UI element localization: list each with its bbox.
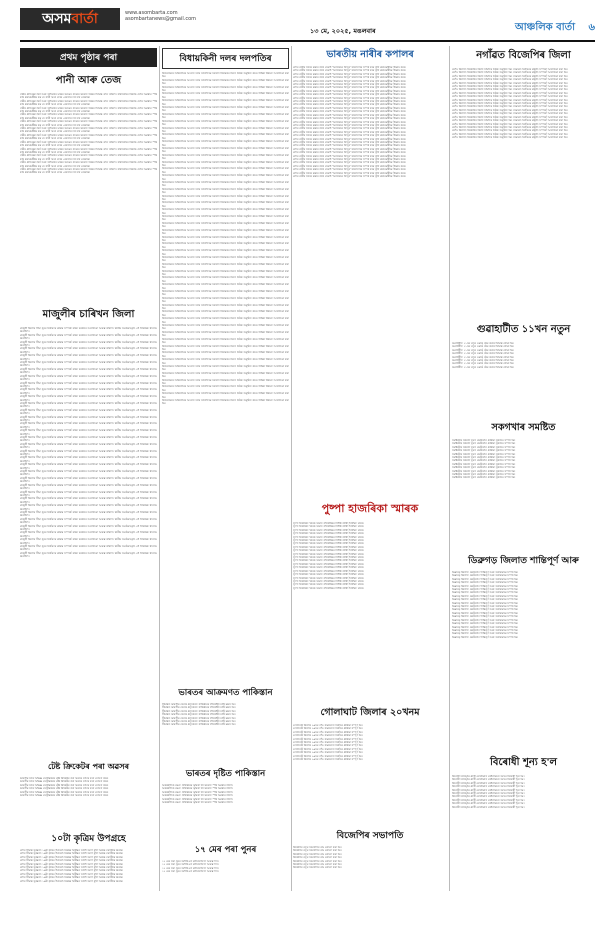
column-4: [452, 48, 595, 875]
headline-nagaon-bjp[interactable]: নগাঁৱত বিজেপিৰ জিলা: [476, 50, 571, 61]
continued-banner: প্ৰথম পৃষ্ঠাৰ পৰা: [20, 48, 157, 67]
headline-indian-women[interactable]: ভাৰতীয় নাৰীৰ কপালৰ: [326, 49, 414, 60]
article-body: ডিব্ৰুগড় জিলাত ভোটগ্ৰহণ শান্তিপূৰ্ণ আৰু অবাধভাৱে সম্পন্ন হয়। ডিব্ৰুগড় জিলাত ভোটগ্ৰহণ শান্তিপূৰ্ণ আৰু অবাধভাৱে সম্পন্ন হয়। ডিব্ৰুগড় জিলাত ভোটগ্ৰহণ শান্তিপূৰ্ণ আৰু অবাধভাৱে সম্পন্ন হয়। ডিব্ৰুগড় জিলাত ভোটগ্ৰহণ শান্তিপূৰ্ণ আৰু অবাধভাৱে সম্পন্ন হয়। ডিব্ৰুগড় জিলাত ভোটগ্ৰহণ শান্তিপূৰ্ণ আৰু অবাধভাৱে সম্পন্ন হয়। ডিব্ৰুগড় জিলাত ভোটগ্ৰহণ শান্তিপূৰ্ণ আৰু অবাধভাৱে সম্পন্ন হয়। ডিব্ৰুগড় জিলাত ভোটগ্ৰহণ শান্তিপূৰ্ণ আৰু অবাধভাৱে সম্পন্ন হয়। ডিব্ৰুগড় জিলাত ভোটগ্ৰহণ শান্তিপূৰ্ণ আৰু অবাধভাৱে সম্পন্ন হয়। ডিব্ৰুগড় জিলাত ভোটগ্ৰহণ শান্তিপূৰ্ণ আৰু অবাধভাৱে সম্পন্ন হয়। ডিব্ৰুগড় জিলাত ভোটগ্ৰহণ শান্তিপূৰ্ণ আৰু অবাধভাৱে সম্পন্ন হয়। ডিব্ৰুগড় জিলাত ভোটগ্ৰহণ শান্তিপূৰ্ণ আৰু অবাধভাৱে সম্পন্ন হয়। ডিব্ৰুগড় জিলাত ভোটগ্ৰহণ শান্তিপূৰ্ণ আৰু অবাধভাৱে সম্পন্ন হয়। ডিব্ৰুগড় জিলাত ভোটগ্ৰহণ শান্তিপূৰ্ণ আৰু অবাধভাৱে সম্পন্ন হয়। ডিব্ৰুগড় জিলাত ভোটগ্ৰহণ শান্তিপূৰ্ণ আৰু অবাধভাৱে সম্পন্ন হয়। ডিব্ৰুগড় জিলাত ভোটগ্ৰহণ শান্তিপূৰ্ণ আৰু অবাধভাৱে সম্পন্ন হয়। ডিব্ৰুগড় জিলাত ভোটগ্ৰহণ শান্তিপূৰ্ণ আৰু অবাধভাৱে সম্পন্ন হয়। ডিব্ৰুগড় জিলাত ভোটগ্ৰহণ শান্তিপূৰ্ণ আৰু অবাধভাৱে সম্পন্ন হয়। ডিব্ৰুগড় জিলাত ভোটগ্ৰহণ শান্তিপূৰ্ণ আৰু অবাধভাৱে সম্পন্ন হয়। ডিব্ৰুগড় জিলাত ভোটগ্ৰহণ শান্তিপূৰ্ণ আৰু অবাধভাৱে সম্পন্ন হয়। ডিব্ৰুগড় জিলাত ভোটগ্ৰহণ শান্তিপূৰ্ণ আৰু অবাধভাৱে সম্পন্ন হয়।: [452, 571, 519, 639]
article-body: [20, 93, 157, 303]
headline-satellites[interactable]: ১০টা কৃত্ৰিম উপগ্ৰহে: [51, 834, 126, 844]
article-body: আন্তৰ্জাতিক মঞ্চত পাকিস্তানৰ ভূমিকা লৈ ভাৰতে স্পষ্ট অৱস্থান লৈছে। আন্তৰ্জাতিক মঞ্চত পাকিস্তানৰ ভূমিকা লৈ ভাৰতে স্পষ্ট অৱস্থান লৈছে। আন্তৰ্জাতিক মঞ্চত পাকিস্তানৰ ভূমিকা লৈ ভাৰতে স্পষ্ট অৱস্থান লৈছে। আন্তৰ্জাতিক মঞ্চত পাকিস্তানৰ ভূমিকা লৈ ভাৰতে স্পষ্ট অৱস্থান লৈছে। আন্তৰ্জাতিক মঞ্চত পাকিস্তানৰ ভূমিকা লৈ ভাৰতে স্পষ্ট অৱস্থান লৈছে। আন্তৰ্জাতিক মঞ্চত পাকিস্তানৰ ভূমিকা লৈ ভাৰতে স্পষ্ট অৱস্থান লৈছে।: [162, 784, 233, 805]
column-1: [20, 48, 157, 939]
article-body: মাজুলী জিলাৰ সীমা পুনৰ নিৰ্ধাৰণৰ প্ৰস্তাৱ সম্পৰ্কে ৰাজ্য চৰকাৰে আলোচনা আৰম্ভ কৰিছে। স্থানীয় সংগঠনসমূহে এই সিদ্ধান্তক স্বাগতম জনাইছে। মাজুলী জিলাৰ সীমা পুনৰ নিৰ্ধাৰণৰ প্ৰস্তাৱ সম্পৰ্কে ৰাজ্য চৰকাৰে আলোচনা আৰম্ভ কৰিছে। স্থানীয় সংগঠনসমূহে এই সিদ্ধান্তক স্বাগতম জনাইছে। মাজুলী জিলাৰ সীমা পুনৰ নিৰ্ধাৰণৰ প্ৰস্তাৱ সম্পৰ্কে ৰাজ্য চৰকাৰে আলোচনা আৰম্ভ কৰিছে। স্থানীয় সংগঠনসমূহে এই সিদ্ধান্তক স্বাগতম জনাইছে। মাজুলী জিলাৰ সীমা পুনৰ নিৰ্ধাৰণৰ প্ৰস্তাৱ সম্পৰ্কে ৰাজ্য চৰকাৰে আলোচনা আৰম্ভ কৰিছে। স্থানীয় সংগঠনসমূহে এই সিদ্ধান্তক স্বাগতম জনাইছে। মাজুলী জিলাৰ সীমা পুনৰ নিৰ্ধাৰণৰ প্ৰস্তাৱ সম্পৰ্কে ৰাজ্য চৰকাৰে আলোচনা আৰম্ভ কৰিছে। স্থানীয় সংগঠনসমূহে এই সিদ্ধান্তক স্বাগতম জনাইছে। মাজুলী জিলাৰ সীমা পুনৰ নিৰ্ধাৰণৰ প্ৰস্তাৱ সম্পৰ্কে ৰাজ্য চৰকাৰে আলোচনা আৰম্ভ কৰিছে। স্থানীয় সংগঠনসমূহে এই সিদ্ধান্তক স্বাগতম জনাইছে। মাজুলী জিলাৰ সীমা পুনৰ নিৰ্ধাৰণৰ প্ৰস্তাৱ সম্পৰ্কে ৰাজ্য চৰকাৰে আলোচনা আৰম্ভ কৰিছে। স্থানীয় সংগঠনসমূহে এই সিদ্ধান্তক স্বাগতম জনাইছে। মাজুলী জিলাৰ সীমা পুনৰ নিৰ্ধাৰণৰ প্ৰস্তাৱ সম্পৰ্কে ৰাজ্য চৰকাৰে আলোচনা আৰম্ভ কৰিছে। স্থানীয় সংগঠনসমূহে এই সিদ্ধান্তক স্বাগতম জনাইছে। মাজুলী জিলাৰ সীমা পুনৰ নিৰ্ধাৰণৰ প্ৰস্তাৱ সম্পৰ্কে ৰাজ্য চৰকাৰে আলোচনা আৰম্ভ কৰিছে। স্থানীয় সংগঠনসমূহে এই সিদ্ধান্তক স্বাগতম জনাইছে। মাজুলী জিলাৰ সীমা পুনৰ নিৰ্ধাৰণৰ প্ৰস্তাৱ সম্পৰ্কে ৰাজ্য চৰকাৰে আলোচনা আৰম্ভ কৰিছে। স্থানীয় সংগঠনসমূহে এই সিদ্ধান্তক স্বাগতম জনাইছে। মাজুলী জিলাৰ সীমা পুনৰ নিৰ্ধাৰণৰ প্ৰস্তাৱ সম্পৰ্কে ৰাজ্য চৰকাৰে আলোচনা আৰম্ভ কৰিছে। স্থানীয় সংগঠনসমূহে এই সিদ্ধান্তক স্বাগতম জনাইছে। মাজুলী জিলাৰ সীমা পুনৰ নিৰ্ধাৰণৰ প্ৰস্তাৱ সম্পৰ্কে ৰাজ্য চৰকাৰে আলোচনা আৰম্ভ কৰিছে। স্থানীয় সংগঠনসমূহে এই সিদ্ধান্তক স্বাগতম জনাইছে। মাজুলী জিলাৰ সীমা পুনৰ নিৰ্ধাৰণৰ প্ৰস্তাৱ সম্পৰ্কে ৰাজ্য চৰকাৰে আলোচনা আৰম্ভ কৰিছে। স্থানীয় সংগঠনসমূহে এই সিদ্ধান্তক স্বাগতম জনাইছে। মাজুলী জিলাৰ সীমা পুনৰ নিৰ্ধাৰণৰ প্ৰস্তাৱ সম্পৰ্কে ৰাজ্য চৰকাৰে আলোচনা আৰম্ভ কৰিছে। স্থানীয় সংগঠনসমূহে এই সিদ্ধান্তক স্বাগতম জনাইছে। মাজুলী জিলাৰ সীমা পুনৰ নিৰ্ধাৰণৰ প্ৰস্তাৱ সম্পৰ্কে ৰাজ্য চৰকাৰে আলোচনা আৰম্ভ কৰিছে। স্থানীয় সংগঠনসমূহে এই সিদ্ধান্তক স্বাগতম জনাইছে। মাজুলী জিলাৰ সীমা পুনৰ নিৰ্ধাৰণৰ প্ৰস্তাৱ সম্পৰ্কে ৰাজ্য চৰকাৰে আলোচনা আৰম্ভ কৰিছে। স্থানীয় সংগঠনসমূহে এই সিদ্ধান্তক স্বাগতম জনাইছে। মাজুলী জিলাৰ সীমা পুনৰ নিৰ্ধাৰণৰ প্ৰস্তাৱ সম্পৰ্কে ৰাজ্য চৰকাৰে আলোচনা আৰম্ভ কৰিছে। স্থানীয় সংগঠনসমূহে এই সিদ্ধান্তক স্বাগতম জনাইছে। মাজুলী জিলাৰ সীমা পুনৰ নিৰ্ধাৰণৰ প্ৰস্তাৱ সম্পৰ্কে ৰাজ্য চৰকাৰে আলোচনা আৰম্ভ কৰিছে। স্থানীয় সংগঠনসমূহে এই সিদ্ধান্তক স্বাগতম জনাইছে। মাজুলী জিলাৰ সীমা পুনৰ নিৰ্ধাৰণৰ প্ৰস্তাৱ সম্পৰ্কে ৰাজ্য চৰকাৰে আলোচনা আৰম্ভ কৰিছে। স্থানীয় সংগঠনসমূহে এই সিদ্ধান্তক স্বাগতম জনাইছে। মাজুলী জিলাৰ সীমা পুনৰ নিৰ্ধাৰণৰ প্ৰস্তাৱ সম্পৰ্কে ৰাজ্য চৰকাৰে আলোচনা আৰম্ভ কৰিছে। স্থানীয় সংগঠনসমূহে এই সিদ্ধান্তক স্বাগতম জনাইছে। মাজুলী জিলাৰ সীমা পুনৰ নিৰ্ধাৰণৰ প্ৰস্তাৱ সম্পৰ্কে ৰাজ্য চৰকাৰে আলোচনা আৰম্ভ কৰিছে। স্থানীয় সংগঠনসমূহে এই সিদ্ধান্তক স্বাগতম জনাইছে। মাজুলী জিলাৰ সীমা পুনৰ নিৰ্ধাৰণৰ প্ৰস্তাৱ সম্পৰ্কে ৰাজ্য চৰকাৰে আলোচনা আৰম্ভ কৰিছে। স্থানীয় সংগঠনসমূহে এই সিদ্ধান্তক স্বাগতম জনাইছে। মাজুলী জিলাৰ সীমা পুনৰ নিৰ্ধাৰণৰ প্ৰস্তাৱ সম্পৰ্কে ৰাজ্য চৰকাৰে আলোচনা আৰম্ভ কৰিছে। স্থানীয় সংগঠনসমূহে এই সিদ্ধান্তক স্বাগতম জনাইছে। মাজুলী জিলাৰ সীমা পুনৰ নিৰ্ধাৰণৰ প্ৰস্তাৱ সম্পৰ্কে ৰাজ্য চৰকাৰে আলোচনা আৰম্ভ কৰিছে। স্থানীয় সংগঠনসমূহে এই সিদ্ধান্তক স্বাগতম জনাইছে। মাজুলী জিলাৰ সীমা পুনৰ নিৰ্ধাৰণৰ প্ৰস্তাৱ সম্পৰ্কে ৰাজ্য চৰকাৰে আলোচনা আৰম্ভ কৰিছে। স্থানীয় সংগঠনসমূহে এই সিদ্ধান্তক স্বাগতম জনাইছে। মাজুলী জিলাৰ সীমা পুনৰ নিৰ্ধাৰণৰ প্ৰস্তাৱ সম্পৰ্কে ৰাজ্য চৰকাৰে আলোচনা আৰম্ভ কৰিছে। স্থানীয় সংগঠনসমূহে এই সিদ্ধান্তক স্বাগতম জনাইছে। মাজুলী জিলাৰ সীমা পুনৰ নিৰ্ধাৰণৰ প্ৰস্তাৱ সম্পৰ্কে ৰাজ্য চৰকাৰে আলোচনা আৰম্ভ কৰিছে। স্থানীয় সংগঠনসমূহে এই সিদ্ধান্তক স্বাগতম জনাইছে। মাজুলী জিলাৰ সীমা পুনৰ নিৰ্ধাৰণৰ প্ৰস্তাৱ সম্পৰ্কে ৰাজ্য চৰকাৰে আলোচনা আৰম্ভ কৰিছে। স্থানীয় সংগঠনসমূহে এই সিদ্ধান্তক স্বাগতম জনাইছে। মাজুলী জিলাৰ সীমা পুনৰ নিৰ্ধাৰণৰ প্ৰস্তাৱ সম্পৰ্কে ৰাজ্য চৰকাৰে আলোচনা আৰম্ভ কৰিছে। স্থানীয় সংগঠনসমূহে এই সিদ্ধান্তক স্বাগতম জনাইছে। মাজুলী জিলাৰ সীমা পুনৰ নিৰ্ধাৰণৰ প্ৰস্তাৱ সম্পৰ্কে ৰাজ্য চৰকাৰে আলোচনা আৰম্ভ কৰিছে। স্থানীয় সংগঠনসমূহে এই সিদ্ধান্তক স্বাগতম জনাইছে। মাজুলী জিলাৰ সীমা পুনৰ নিৰ্ধাৰণৰ প্ৰস্তাৱ সম্পৰ্কে ৰাজ্য চৰকাৰে আলোচনা আৰম্ভ কৰিছে। স্থানীয় সংগঠনসমূহে এই সিদ্ধান্তক স্বাগতম জনাইছে। মাজুলী জিলাৰ সীমা পুনৰ নিৰ্ধাৰণৰ প্ৰস্তাৱ সম্পৰ্কে ৰাজ্য চৰকাৰে আলোচনা আৰম্ভ কৰিছে। স্থানীয় সংগঠনসমূহে এই সিদ্ধান্তক স্বাগতম জনাইছে। মাজুলী জিলাৰ সীমা পুনৰ নিৰ্ধাৰণৰ প্ৰস্তাৱ সম্পৰ্কে ৰাজ্য চৰকাৰে আলোচনা আৰম্ভ কৰিছে। স্থানীয় সংগঠনসমূহে এই সিদ্ধান্তক স্বাগতম জনাইছে। মাজুলী জিলাৰ সীমা পুনৰ নিৰ্ধাৰণৰ প্ৰস্তাৱ সম্পৰ্কে ৰাজ্য চৰকাৰে আলোচনা আৰম্ভ কৰিছে। স্থানীয় সংগঠনসমূহে এই সিদ্ধান্তক স্বাগতম জনাইছে।: [20, 327, 157, 559]
article-text: গভীৰ প্ৰতিৰক্ষা ধৈৰ্য আৰু অহিংসাৰ মাজৰ সংযমৰ পথেৰে ভাৰতে নিজৰ সিদ্ধান্ত গ্ৰহণ কৰিছে। সন্ত্ৰাসবাদৰ বিৰুদ্ধে দেশৰ অৱস্থান স্পষ্ট কৰি প্ৰধানমন্ত্ৰীয়ে কয় যে পানী আৰু তেজ একেলগে বৈ যাব নোৱাৰে।: [20, 161, 157, 168]
article-text: গভীৰ প্ৰতিৰক্ষা ধৈৰ্য আৰু অহিংসাৰ মাজৰ সংযমৰ পথেৰে ভাৰতে নিজৰ সিদ্ধান্ত গ্ৰহণ কৰিছে। সন্ত্ৰাসবাদৰ বিৰুদ্ধে দেশৰ অৱস্থান স্পষ্ট কৰি প্ৰধানমন্ত্ৰীয়ে কয় যে পানী আৰু তেজ একেলগে বৈ যাব নোৱাৰে।: [20, 93, 157, 100]
headline-bjp-president[interactable]: বিজেপিৰ সভাপতি: [336, 831, 404, 841]
article-text: গভীৰ প্ৰতিৰক্ষা ধৈৰ্য আৰু অহিংসাৰ মাজৰ সংযমৰ পথেৰে ভাৰতে নিজৰ সিদ্ধান্ত গ্ৰহণ কৰিছে। সন্ত্ৰাসবাদৰ বিৰুদ্ধে দেশৰ অৱস্থান স্পষ্ট কৰি প্ৰধানমন্ত্ৰীয়ে কয় যে পানী আৰু তেজ একেলগে বৈ যাব নোৱাৰে।: [20, 167, 157, 175]
headline-guwahati-wards[interactable]: গুৱাহাটীত ১১খন নতুন: [476, 324, 571, 335]
masthead: [20, 8, 595, 38]
article-text: গভীৰ প্ৰতিৰক্ষা ধৈৰ্য আৰু অহিংসাৰ মাজৰ সংযমৰ পথেৰে ভাৰতে নিজৰ সিদ্ধান্ত গ্ৰহণ কৰিছে। সন্ত্ৰাসবাদৰ বিৰুদ্ধে দেশৰ অৱস্থান স্পষ্ট কৰি প্ৰধানমন্ত্ৰীয়ে কয় যে পানী আৰু তেজ একেলগে বৈ যাব নোৱাৰে।: [20, 140, 157, 148]
column-divider: [159, 46, 160, 891]
site-email[interactable]: asombartanews@gmail.com: [125, 16, 197, 22]
article-body: দেশৰ সীমান্ত সুৰক্ষাত ১০টা কৃত্ৰিম উপগ্ৰহে নিৰন্তৰ নিৰীক্ষণ চলাই আছে বুলি অধ্যক্ষ গৰাকীয়ে জনায়। দেশৰ সীমান্ত সুৰক্ষাত ১০টা কৃত্ৰিম উপগ্ৰহে নিৰন্তৰ নিৰীক্ষণ চলাই আছে বুলি অধ্যক্ষ গৰাকীয়ে জনায়। দেশৰ সীমান্ত সুৰক্ষাত ১০টা কৃত্ৰিম উপগ্ৰহে নিৰন্তৰ নিৰীক্ষণ চলাই আছে বুলি অধ্যক্ষ গৰাকীয়ে জনায়। দেশৰ সীমান্ত সুৰক্ষাত ১০টা কৃত্ৰিম উপগ্ৰহে নিৰন্তৰ নিৰীক্ষণ চলাই আছে বুলি অধ্যক্ষ গৰাকীয়ে জনায়। দেশৰ সীমান্ত সুৰক্ষাত ১০টা কৃত্ৰিম উপগ্ৰহে নিৰন্তৰ নিৰীক্ষণ চলাই আছে বুলি অধ্যক্ষ গৰাকীয়ে জনায়। দেশৰ সীমান্ত সুৰক্ষাত ১০টা কৃত্ৰিম উপগ্ৰহে নিৰন্তৰ নিৰীক্ষণ চলাই আছে বুলি অধ্যক্ষ গৰাকীয়ে জনায়। দেশৰ সীমান্ত সুৰক্ষাত ১০টা কৃত্ৰিম উপগ্ৰহে নিৰন্তৰ নিৰীক্ষণ চলাই আছে বুলি অধ্যক্ষ গৰাকীয়ে জনায়। দেশৰ সীমান্ত সুৰক্ষাত ১০টা কৃত্ৰিম উপগ্ৰহে নিৰন্তৰ নিৰীক্ষণ চলাই আছে বুলি অধ্যক্ষ গৰাকীয়ে জনায়। দেশৰ সীমান্ত সুৰক্ষাত ১০টা কৃত্ৰিম উপগ্ৰহে নিৰন্তৰ নিৰীক্ষণ চলাই আছে বুলি অধ্যক্ষ গৰাকীয়ে জনায়। দেশৰ সীমান্ত সুৰক্ষাত ১০টা কৃত্ৰিম উপগ্ৰহে নিৰন্তৰ নিৰীক্ষণ চলাই আছে বুলি অধ্যক্ষ গৰাকীয়ে জনায়।: [20, 849, 124, 883]
issue-date: ১৩ মে, ২০২৫, মঙলবাৰ: [310, 27, 376, 35]
article-text: গভীৰ প্ৰতিৰক্ষা ধৈৰ্য আৰু অহিংসাৰ মাজৰ সংযমৰ পথেৰে ভাৰতে নিজৰ সিদ্ধান্ত গ্ৰহণ কৰিছে। সন্ত্ৰাসবাদৰ বিৰুদ্ধে দেশৰ অৱস্থান স্পষ্ট কৰি প্ৰধানমন্ত্ৰীয়ে কয় যে পানী আৰু তেজ একেলগে বৈ যাব নোৱাৰে।: [20, 147, 157, 154]
masthead-rule: [20, 40, 595, 42]
column-3: [293, 48, 447, 906]
headline-legislature-party[interactable]: বিধায়কিনী দলৰ দলপতিৰ: [162, 48, 289, 69]
headline-dibrugarh[interactable]: ডিব্ৰুগড় জিলাত শান্তিপূৰ্ণ আৰু: [468, 556, 579, 566]
article-text: গভীৰ প্ৰতিৰক্ষা ধৈৰ্য আৰু অহিংসাৰ মাজৰ সংযমৰ পথেৰে ভাৰতে নিজৰ সিদ্ধান্ত গ্ৰহণ কৰিছে। সন্ত্ৰাসবাদৰ বিৰুদ্ধে দেশৰ অৱস্থান স্পষ্ট কৰি প্ৰধানমন্ত্ৰীয়ে কয় যে পানী আৰু তেজ একেলগে বৈ যাব নোৱাৰে।: [20, 99, 157, 107]
headline-golaghat[interactable]: গোলাঘাট জিলাৰ ২০খনম: [320, 707, 420, 718]
article-text: গভীৰ প্ৰতিৰক্ষা ধৈৰ্য আৰু অহিংসাৰ মাজৰ সংযমৰ পথেৰে ভাৰতে নিজৰ সিদ্ধান্ত গ্ৰহণ কৰিছে। সন্ত্ৰাসবাদৰ বিৰুদ্ধে দেশৰ অৱস্থান স্পষ্ট কৰি প্ৰধানমন্ত্ৰীয়ে কয় যে পানী আৰু তেজ একেলগে বৈ যাব নোৱাৰে।: [20, 120, 157, 127]
article-text: গভীৰ প্ৰতিৰক্ষা ধৈৰ্য আৰু অহিংসাৰ মাজৰ সংযমৰ পথেৰে ভাৰতে নিজৰ সিদ্ধান্ত গ্ৰহণ কৰিছে। সন্ত্ৰাসবাদৰ বিৰুদ্ধে দেশৰ অৱস্থান স্পষ্ট কৰি প্ৰধানমন্ত্ৰীয়ে কয় যে পানী আৰু তেজ একেলগে বৈ যাব নোৱাৰে।: [20, 113, 157, 120]
column-divider: [291, 46, 292, 891]
article-body: সমষ্টিটোৰ সকলো বুথত ভোটগ্ৰহণ প্ৰক্ৰিয়া সুকলমে সম্পন্ন হয়। সমষ্টিটোৰ সকলো বুথত ভোটগ্ৰহণ প্ৰক্ৰিয়া সুকলমে সম্পন্ন হয়। সমষ্টিটোৰ সকলো বুথত ভোটগ্ৰহণ প্ৰক্ৰিয়া সুকলমে সম্পন্ন হয়। সমষ্টিটোৰ সকলো বুথত ভোটগ্ৰহণ প্ৰক্ৰিয়া সুকলমে সম্পন্ন হয়। সমষ্টিটোৰ সকলো বুথত ভোটগ্ৰহণ প্ৰক্ৰিয়া সুকলমে সম্পন্ন হয়। সমষ্টিটোৰ সকলো বুথত ভোটগ্ৰহণ প্ৰক্ৰিয়া সুকলমে সম্পন্ন হয়। সমষ্টিটোৰ সকলো বুথত ভোটগ্ৰহণ প্ৰক্ৰিয়া সুকলমে সম্পন্ন হয়। সমষ্টিটোৰ সকলো বুথত ভোটগ্ৰহণ প্ৰক্ৰিয়া সুকলমে সম্পন্ন হয়। সমষ্টিটোৰ সকলো বুথত ভোটগ্ৰহণ প্ৰক্ৰিয়া সুকলমে সম্পন্ন হয়। সমষ্টিটোৰ সকলো বুথত ভোটগ্ৰহণ প্ৰক্ৰিয়া সুকলমে সম্পন্ন হয়। সমষ্টিটোৰ সকলো বুথত ভোটগ্ৰহণ প্ৰক্ৰিয়া সুকলমে সম্পন্ন হয়। সমষ্টিটোৰ সকলো বুথত ভোটগ্ৰহণ প্ৰক্ৰিয়া সুকলমে সম্পন্ন হয়।: [452, 439, 516, 480]
site-info: [125, 10, 196, 22]
article-body: পুষ্পা হাজৰিকা স্মাৰক সভাত বহুকেইজন বিশিষ্ট ব্যক্তি উপস্থিত থাকে। পুষ্পা হাজৰিকা স্মাৰক সভাত বহুকেইজন বিশিষ্ট ব্যক্তি উপস্থিত থাকে। পুষ্পা হাজৰিকা স্মাৰক সভাত বহুকেইজন বিশিষ্ট ব্যক্তি উপস্থিত থাকে। পুষ্পা হাজৰিকা স্মাৰক সভাত বহুকেইজন বিশিষ্ট ব্যক্তি উপস্থিত থাকে। পুষ্পা হাজৰিকা স্মাৰক সভাত বহুকেইজন বিশিষ্ট ব্যক্তি উপস্থিত থাকে। পুষ্পা হাজৰিকা স্মাৰক সভাত বহুকেইজন বিশিষ্ট ব্যক্তি উপস্থিত থাকে। পুষ্পা হাজৰিকা স্মাৰক সভাত বহুকেইজন বিশিষ্ট ব্যক্তি উপস্থিত থাকে। পুষ্পা হাজৰিকা স্মাৰক সভাত বহুকেইজন বিশিষ্ট ব্যক্তি উপস্থিত থাকে। পুষ্পা হাজৰিকা স্মাৰক সভাত বহুকেইজন বিশিষ্ট ব্যক্তি উপস্থিত থাকে। পুষ্পা হাজৰিকা স্মাৰক সভাত বহুকেইজন বিশিষ্ট ব্যক্তি উপস্থিত থাকে। পুষ্পা হাজৰিকা স্মাৰক সভাত বহুকেইজন বিশিষ্ট ব্যক্তি উপস্থিত থাকে। পুষ্পা হাজৰিকা স্মাৰক সভাত বহুকেইজন বিশিষ্ট ব্যক্তি উপস্থিত থাকে। পুষ্পা হাজৰিকা স্মাৰক সভাত বহুকেইজন বিশিষ্ট ব্যক্তি উপস্থিত থাকে। পুষ্পা হাজৰিকা স্মাৰক সভাত বহুকেইজন বিশিষ্ট ব্যক্তি উপস্থিত থাকে। পুষ্পা হাজৰিকা স্মাৰক সভাত বহুকেইজন বিশিষ্ট ব্যক্তি উপস্থিত থাকে। পুষ্পা হাজৰিকা স্মাৰক সভাত বহুকেইজন বিশিষ্ট ব্যক্তি উপস্থিত থাকে। পুষ্পা হাজৰিকা স্মাৰক সভাত বহুকেইজন বিশিষ্ট ব্যক্তি উপস্থিত থাকে। পুষ্পা হাজৰিকা স্মাৰক সভাত বহুকেইজন বিশিষ্ট ব্যক্তি উপস্থিত থাকে। পুষ্পা হাজৰিকা স্মাৰক সভাত বহুকেইজন বিশিষ্ট ব্যক্তি উপস্থিত থাকে। পুষ্পা হাজৰিকা স্মাৰক সভাত বহুকেইজন বিশিষ্ট ব্যক্তি উপস্থিত থাকে।: [293, 522, 364, 590]
column-2: [162, 48, 289, 905]
article-body: ভাৰতীয় দলৰ অভিজ্ঞ খেলুৱৈজনে টেষ্ট ক্ৰিকেটৰ পৰা অৱসৰ গ্ৰহণৰ কথা ঘোষণা কৰে। ভাৰতীয় দলৰ অভিজ্ঞ খেলুৱৈজনে টেষ্ট ক্ৰিকেটৰ পৰা অৱসৰ গ্ৰহণৰ কথা ঘোষণা কৰে। ভাৰতীয় দলৰ অভিজ্ঞ খেলুৱৈজনে টেষ্ট ক্ৰিকেটৰ পৰা অৱসৰ গ্ৰহণৰ কথা ঘোষণা কৰে। ভাৰতীয় দলৰ অভিজ্ঞ খেলুৱৈজনে টেষ্ট ক্ৰিকেটৰ পৰা অৱসৰ গ্ৰহণৰ কথা ঘোষণা কৰে। ভাৰতীয় দলৰ অভিজ্ঞ খেলুৱৈজনে টেষ্ট ক্ৰিকেটৰ পৰা অৱসৰ গ্ৰহণৰ কথা ঘোষণা কৰে। ভাৰতীয় দলৰ অভিজ্ঞ খেলুৱৈজনে টেষ্ট ক্ৰিকেটৰ পৰা অৱসৰ গ্ৰহণৰ কথা ঘোষণা কৰে।: [20, 777, 109, 798]
headline-majuli-districts[interactable]: মাজুলীৰ চাৰিখন জিলা: [42, 309, 135, 320]
page-number: ৬: [588, 22, 595, 33]
newspaper-logo[interactable]: [20, 8, 120, 30]
column-divider: [449, 46, 450, 891]
headline-pushpa-hazarika[interactable]: পুষ্পা হাজৰিকা স্মাৰক: [321, 502, 419, 515]
article-body: নগাঁও জিলাত বিজেপিৰ জিলা সমিতিৰ বৈঠক অনুষ্ঠিত হয়। পঞ্চায়ত নিৰ্বাচনৰ প্ৰস্তুতি সম্পৰ্কে আলোচনা কৰা হয়। নগাঁও জিলাত বিজেপিৰ জিলা সমিতিৰ বৈঠক অনুষ্ঠিত হয়। পঞ্চায়ত নিৰ্বাচনৰ প্ৰস্তুতি সম্পৰ্কে আলোচনা কৰা হয়। নগাঁও জিলাত বিজেপিৰ জিলা সমিতিৰ বৈঠক অনুষ্ঠিত হয়। পঞ্চায়ত নিৰ্বাচনৰ প্ৰস্তুতি সম্পৰ্কে আলোচনা কৰা হয়। নগাঁও জিলাত বিজেপিৰ জিলা সমিতিৰ বৈঠক অনুষ্ঠিত হয়। পঞ্চায়ত নিৰ্বাচনৰ প্ৰস্তুতি সম্পৰ্কে আলোচনা কৰা হয়। নগাঁও জিলাত বিজেপিৰ জিলা সমিতিৰ বৈঠক অনুষ্ঠিত হয়। পঞ্চায়ত নিৰ্বাচনৰ প্ৰস্তুতি সম্পৰ্কে আলোচনা কৰা হয়। নগাঁও জিলাত বিজেপিৰ জিলা সমিতিৰ বৈঠক অনুষ্ঠিত হয়। পঞ্চায়ত নিৰ্বাচনৰ প্ৰস্তুতি সম্পৰ্কে আলোচনা কৰা হয়। নগাঁও জিলাত বিজেপিৰ জিলা সমিতিৰ বৈঠক অনুষ্ঠিত হয়। পঞ্চায়ত নিৰ্বাচনৰ প্ৰস্তুতি সম্পৰ্কে আলোচনা কৰা হয়। নগাঁও জিলাত বিজেপিৰ জিলা সমিতিৰ বৈঠক অনুষ্ঠিত হয়। পঞ্চায়ত নিৰ্বাচনৰ প্ৰস্তুতি সম্পৰ্কে আলোচনা কৰা হয়। নগাঁও জিলাত বিজেপিৰ জিলা সমিতিৰ বৈঠক অনুষ্ঠিত হয়। পঞ্চায়ত নিৰ্বাচনৰ প্ৰস্তুতি সম্পৰ্কে আলোচনা কৰা হয়। নগাঁও জিলাত বিজেপিৰ জিলা সমিতিৰ বৈঠক অনুষ্ঠিত হয়। পঞ্চায়ত নিৰ্বাচনৰ প্ৰস্তুতি সম্পৰ্কে আলোচনা কৰা হয়। নগাঁও জিলাত বিজেপিৰ জিলা সমিতিৰ বৈঠক অনুষ্ঠিত হয়। পঞ্চায়ত নিৰ্বাচনৰ প্ৰস্তুতি সম্পৰ্কে আলোচনা কৰা হয়। নগাঁও জিলাত বিজেপিৰ জিলা সমিতিৰ বৈঠক অনুষ্ঠিত হয়। পঞ্চায়ত নিৰ্বাচনৰ প্ৰস্তুতি সম্পৰ্কে আলোচনা কৰা হয়। নগাঁও জিলাত বিজেপিৰ জিলা সমিতিৰ বৈঠক অনুষ্ঠিত হয়। পঞ্চায়ত নিৰ্বাচনৰ প্ৰস্তুতি সম্পৰ্কে আলোচনা কৰা হয়। নগাঁও জিলাত বিজেপিৰ জিলা সমিতিৰ বৈঠক অনুষ্ঠিত হয়। পঞ্চায়ত নিৰ্বাচনৰ প্ৰস্তুতি সম্পৰ্কে আলোচনা কৰা হয়। নগাঁও জিলাত বিজেপিৰ জিলা সমিতিৰ বৈঠক অনুষ্ঠিত হয়। পঞ্চায়ত নিৰ্বাচনৰ প্ৰস্তুতি সম্পৰ্কে আলোচনা কৰা হয়। নগাঁও জিলাত বিজেপিৰ জিলা সমিতিৰ বৈঠক অনুষ্ঠিত হয়। পঞ্চায়ত নিৰ্বাচনৰ প্ৰস্তুতি সম্পৰ্কে আলোচনা কৰা হয়। নগাঁও জিলাত বিজেপিৰ জিলা সমিতিৰ বৈঠক অনুষ্ঠিত হয়। পঞ্চায়ত নিৰ্বাচনৰ প্ৰস্তুতি সম্পৰ্কে আলোচনা কৰা হয়। নগাঁও জিলাত বিজেপিৰ জিলা সমিতিৰ বৈঠক অনুষ্ঠিত হয়। পঞ্চায়ত নিৰ্বাচনৰ প্ৰস্তুতি সম্পৰ্কে আলোচনা কৰা হয়। নগাঁও জিলাত বিজেপিৰ জিলা সমিতিৰ বৈঠক অনুষ্ঠিত হয়। পঞ্চায়ত নিৰ্বাচনৰ প্ৰস্তুতি সম্পৰ্কে আলোচনা কৰা হয়। নগাঁও জিলাত বিজেপিৰ জিলা সমিতিৰ বৈঠক অনুষ্ঠিত হয়। পঞ্চায়ত নিৰ্বাচনৰ প্ৰস্তুতি সম্পৰ্কে আলোচনা কৰা হয়। নগাঁও জিলাত বিজেপিৰ জিলা সমিতিৰ বৈঠক অনুষ্ঠিত হয়। পঞ্চায়ত নিৰ্বাচনৰ প্ৰস্তুতি সম্পৰ্কে আলোচনা কৰা হয়।: [452, 68, 568, 140]
headline-test-cricket[interactable]: টেষ্ট ক্ৰিকেটৰ পৰা অৱসৰ: [47, 762, 130, 771]
article-text: গভীৰ প্ৰতিৰক্ষা ধৈৰ্য আৰু অহিংসাৰ মাজৰ সংযমৰ পথেৰে ভাৰতে নিজৰ সিদ্ধান্ত গ্ৰহণ কৰিছে। সন্ত্ৰাসবাদৰ বিৰুদ্ধে দেশৰ অৱস্থান স্পষ্ট কৰি প্ৰধানমন্ত্ৰীয়ে কয় যে পানী আৰু তেজ একেলগে বৈ যাব নোৱাৰে।: [20, 133, 157, 141]
article-body: বিধানসভাৰ অধিবেশনৰ আগতে দলৰ দলপতিয়ে সকলো বিধায়কৰ সৈতে বৈঠক অনুষ্ঠিত কৰে। বিভিন্ন বিষয়ত আলোচনা কৰা হয়। বিধানসভাৰ অধিবেশনৰ আগতে দলৰ দলপতিয়ে সকলো বিধায়কৰ সৈতে বৈঠক অনুষ্ঠিত কৰে। বিভিন্ন বিষয়ত আলোচনা কৰা হয়। বিধানসভাৰ অধিবেশনৰ আগতে দলৰ দলপতিয়ে সকলো বিধায়কৰ সৈতে বৈঠক অনুষ্ঠিত কৰে। বিভিন্ন বিষয়ত আলোচনা কৰা হয়। বিধানসভাৰ অধিবেশনৰ আগতে দলৰ দলপতিয়ে সকলো বিধায়কৰ সৈতে বৈঠক অনুষ্ঠিত কৰে। বিভিন্ন বিষয়ত আলোচনা কৰা হয়। বিধানসভাৰ অধিবেশনৰ আগতে দলৰ দলপতিয়ে সকলো বিধায়কৰ সৈতে বৈঠক অনুষ্ঠিত কৰে। বিভিন্ন বিষয়ত আলোচনা কৰা হয়। বিধানসভাৰ অধিবেশনৰ আগতে দলৰ দলপতিয়ে সকলো বিধায়কৰ সৈতে বৈঠক অনুষ্ঠিত কৰে। বিভিন্ন বিষয়ত আলোচনা কৰা হয়। বিধানসভাৰ অধিবেশনৰ আগতে দলৰ দলপতিয়ে সকলো বিধায়কৰ সৈতে বৈঠক অনুষ্ঠিত কৰে। বিভিন্ন বিষয়ত আলোচনা কৰা হয়। বিধানসভাৰ অধিবেশনৰ আগতে দলৰ দলপতিয়ে সকলো বিধায়কৰ সৈতে বৈঠক অনুষ্ঠিত কৰে। বিভিন্ন বিষয়ত আলোচনা কৰা হয়। বিধানসভাৰ অধিবেশনৰ আগতে দলৰ দলপতিয়ে সকলো বিধায়কৰ সৈতে বৈঠক অনুষ্ঠিত কৰে। বিভিন্ন বিষয়ত আলোচনা কৰা হয়। বিধানসভাৰ অধিবেশনৰ আগতে দলৰ দলপতিয়ে সকলো বিধায়কৰ সৈতে বৈঠক অনুষ্ঠিত কৰে। বিভিন্ন বিষয়ত আলোচনা কৰা হয়। বিধানসভাৰ অধিবেশনৰ আগতে দলৰ দলপতিয়ে সকলো বিধায়কৰ সৈতে বৈঠক অনুষ্ঠিত কৰে। বিভিন্ন বিষয়ত আলোচনা কৰা হয়। বিধানসভাৰ অধিবেশনৰ আগতে দলৰ দলপতিয়ে সকলো বিধায়কৰ সৈতে বৈঠক অনুষ্ঠিত কৰে। বিভিন্ন বিষয়ত আলোচনা কৰা হয়। বিধানসভাৰ অধিবেশনৰ আগতে দলৰ দলপতিয়ে সকলো বিধায়কৰ সৈতে বৈঠক অনুষ্ঠিত কৰে। বিভিন্ন বিষয়ত আলোচনা কৰা হয়। বিধানসভাৰ অধিবেশনৰ আগতে দলৰ দলপতিয়ে সকলো বিধায়কৰ সৈতে বৈঠক অনুষ্ঠিত কৰে। বিভিন্ন বিষয়ত আলোচনা কৰা হয়। বিধানসভাৰ অধিবেশনৰ আগতে দলৰ দলপতিয়ে সকলো বিধায়কৰ সৈতে বৈঠক অনুষ্ঠিত কৰে। বিভিন্ন বিষয়ত আলোচনা কৰা হয়। বিধানসভাৰ অধিবেশনৰ আগতে দলৰ দলপতিয়ে সকলো বিধায়কৰ সৈতে বৈঠক অনুষ্ঠিত কৰে। বিভিন্ন বিষয়ত আলোচনা কৰা হয়। বিধানসভাৰ অধিবেশনৰ আগতে দলৰ দলপতিয়ে সকলো বিধায়কৰ সৈতে বৈঠক অনুষ্ঠিত কৰে। বিভিন্ন বিষয়ত আলোচনা কৰা হয়। বিধানসভাৰ অধিবেশনৰ আগতে দলৰ দলপতিয়ে সকলো বিধায়কৰ সৈতে বৈঠক অনুষ্ঠিত কৰে। বিভিন্ন বিষয়ত আলোচনা কৰা হয়। বিধানসভাৰ অধিবেশনৰ আগতে দলৰ দলপতিয়ে সকলো বিধায়কৰ সৈতে বৈঠক অনুষ্ঠিত কৰে। বিভিন্ন বিষয়ত আলোচনা কৰা হয়। বিধানসভাৰ অধিবেশনৰ আগতে দলৰ দলপতিয়ে সকলো বিধায়কৰ সৈতে বৈঠক অনুষ্ঠিত কৰে। বিভিন্ন বিষয়ত আলোচনা কৰা হয়। বিধানসভাৰ অধিবেশনৰ আগতে দলৰ দলপতিয়ে সকলো বিধায়কৰ সৈতে বৈঠক অনুষ্ঠিত কৰে। বিভিন্ন বিষয়ত আলোচনা কৰা হয়। বিধানসভাৰ অধিবেশনৰ আগতে দলৰ দলপতিয়ে সকলো বিধায়কৰ সৈতে বৈঠক অনুষ্ঠিত কৰে। বিভিন্ন বিষয়ত আলোচনা কৰা হয়। বিধানসভাৰ অধিবেশনৰ আগতে দলৰ দলপতিয়ে সকলো বিধায়কৰ সৈতে বৈঠক অনুষ্ঠিত কৰে। বিভিন্ন বিষয়ত আলোচনা কৰা হয়। বিধানসভাৰ অধিবেশনৰ আগতে দলৰ দলপতিয়ে সকলো বিধায়কৰ সৈতে বৈঠক অনুষ্ঠিত কৰে। বিভিন্ন বিষয়ত আলোচনা কৰা হয়। বিধানসভাৰ অধিবেশনৰ আগতে দলৰ দলপতিয়ে সকলো বিধায়কৰ সৈতে বৈঠক অনুষ্ঠিত কৰে। বিভিন্ন বিষয়ত আলোচনা কৰা হয়। বিধানসভাৰ অধিবেশনৰ আগতে দলৰ দলপতিয়ে সকলো বিধায়কৰ সৈতে বৈঠক অনুষ্ঠিত কৰে। বিভিন্ন বিষয়ত আলোচনা কৰা হয়। বিধানসভাৰ অধিবেশনৰ আগতে দলৰ দলপতিয়ে সকলো বিধায়কৰ সৈতে বৈঠক অনুষ্ঠিত কৰে। বিভিন্ন বিষয়ত আলোচনা কৰা হয়। বিধানসভাৰ অধিবেশনৰ আগতে দলৰ দলপতিয়ে সকলো বিধায়কৰ সৈতে বৈঠক অনুষ্ঠিত কৰে। বিভিন্ন বিষয়ত আলোচনা কৰা হয়। বিধানসভাৰ অধিবেশনৰ আগতে দলৰ দলপতিয়ে সকলো বিধায়কৰ সৈতে বৈঠক অনুষ্ঠিত কৰে। বিভিন্ন বিষয়ত আলোচনা কৰা হয়। বিধানসভাৰ অধিবেশনৰ আগতে দলৰ দলপতিয়ে সকলো বিধায়কৰ সৈতে বৈঠক অনুষ্ঠিত কৰে। বিভিন্ন বিষয়ত আলোচনা কৰা হয়। বিধানসভাৰ অধিবেশনৰ আগতে দলৰ দলপতিয়ে সকলো বিধায়কৰ সৈতে বৈঠক অনুষ্ঠিত কৰে। বিভিন্ন বিষয়ত আলোচনা কৰা হয়। বিধানসভাৰ অধিবেশনৰ আগতে দলৰ দলপতিয়ে সকলো বিধায়কৰ সৈতে বৈঠক অনুষ্ঠিত কৰে। বিভিন্ন বিষয়ত আলোচনা কৰা হয়। বিধানসভাৰ অধিবেশনৰ আগতে দলৰ দলপতিয়ে সকলো বিধায়কৰ সৈতে বৈঠক অনুষ্ঠিত কৰে। বিভিন্ন বিষয়ত আলোচনা কৰা হয়। বিধানসভাৰ অধিবেশনৰ আগতে দলৰ দলপতিয়ে সকলো বিধায়কৰ সৈতে বৈঠক অনুষ্ঠিত কৰে। বিভিন্ন বিষয়ত আলোচনা কৰা হয়। বিধানসভাৰ অধিবেশনৰ আগতে দলৰ দলপতিয়ে সকলো বিধায়কৰ সৈতে বৈঠক অনুষ্ঠিত কৰে। বিভিন্ন বিষয়ত আলোচনা কৰা হয়। বিধানসভাৰ অধিবেশনৰ আগতে দলৰ দলপতিয়ে সকলো বিধায়কৰ সৈতে বৈঠক অনুষ্ঠিত কৰে। বিভিন্ন বিষয়ত আলোচনা কৰা হয়। বিধানসভাৰ অধিবেশনৰ আগতে দলৰ দলপতিয়ে সকলো বিধায়কৰ সৈতে বৈঠক অনুষ্ঠিত কৰে। বিভিন্ন বিষয়ত আলোচনা কৰা হয়। বিধানসভাৰ অধিবেশনৰ আগতে দলৰ দলপতিয়ে সকলো বিধায়কৰ সৈতে বৈঠক অনুষ্ঠিত কৰে। বিভিন্ন বিষয়ত আলোচনা কৰা হয়। বিধানসভাৰ অধিবেশনৰ আগতে দলৰ দলপতিয়ে সকলো বিধায়কৰ সৈতে বৈঠক অনুষ্ঠিত কৰে। বিভিন্ন বিষয়ত আলোচনা কৰা হয়। বিধানসভাৰ অধিবেশনৰ আগতে দলৰ দলপতিয়ে সকলো বিধায়কৰ সৈতে বৈঠক অনুষ্ঠিত কৰে। বিভিন্ন বিষয়ত আলোচনা কৰা হয়। বিধানসভাৰ অধিবেশনৰ আগতে দলৰ দলপতিয়ে সকলো বিধায়কৰ সৈতে বৈঠক অনুষ্ঠিত কৰে। বিভিন্ন বিষয়ত আলোচনা কৰা হয়। বিধানসভাৰ অধিবেশনৰ আগতে দলৰ দলপতিয়ে সকলো বিধায়কৰ সৈতে বৈঠক অনুষ্ঠিত কৰে। বিভিন্ন বিষয়ত আলোচনা কৰা হয়। বিধানসভাৰ অধিবেশনৰ আগতে দলৰ দলপতিয়ে সকলো বিধায়কৰ সৈতে বৈঠক অনুষ্ঠিত কৰে। বিভিন্ন বিষয়ত আলোচনা কৰা হয়। বিধানসভাৰ অধিবেশনৰ আগতে দলৰ দলপতিয়ে সকলো বিধায়কৰ সৈতে বৈঠক অনুষ্ঠিত কৰে। বিভিন্ন বিষয়ত আলোচনা কৰা হয়। বিধানসভাৰ অধিবেশনৰ আগতে দলৰ দলপতিয়ে সকলো বিধায়কৰ সৈতে বৈঠক অনুষ্ঠিত কৰে। বিভিন্ন বিষয়ত আলোচনা কৰা হয়। বিধানসভাৰ অধিবেশনৰ আগতে দলৰ দলপতিয়ে সকলো বিধায়কৰ সৈতে বৈঠক অনুষ্ঠিত কৰে। বিভিন্ন বিষয়ত আলোচনা কৰা হয়। বিধানসভাৰ অধিবেশনৰ আগতে দলৰ দলপতিয়ে সকলো বিধায়কৰ সৈতে বৈঠক অনুষ্ঠিত কৰে। বিভিন্ন বিষয়ত আলোচনা কৰা হয়। বিধানসভাৰ অধিবেশনৰ আগতে দলৰ দলপতিয়ে সকলো বিধায়কৰ সৈতে বৈঠক অনুষ্ঠিত কৰে। বিভিন্ন বিষয়ত আলোচনা কৰা হয়। বিধানসভাৰ অধিবেশনৰ আগতে দলৰ দলপতিয়ে সকলো বিধায়কৰ সৈতে বৈঠক অনুষ্ঠিত কৰে। বিভিন্ন বিষয়ত আলোচনা কৰা হয়।: [162, 72, 289, 406]
headline-pakistan-view[interactable]: ভাৰতৰ দৃষ্টিত পাকিস্তান: [185, 769, 266, 779]
article-text: গভীৰ প্ৰতিৰক্ষা ধৈৰ্য আৰু অহিংসাৰ মাজৰ সংযমৰ পথেৰে ভাৰতে নিজৰ সিদ্ধান্ত গ্ৰহণ কৰিছে। সন্ত্ৰাসবাদৰ বিৰুদ্ধে দেশৰ অৱস্থান স্পষ্ট কৰি প্ৰধানমন্ত্ৰীয়ে কয় যে পানী আৰু তেজ একেলগে বৈ যাব নোৱাৰে।: [20, 127, 157, 134]
article-text: গভীৰ প্ৰতিৰক্ষা ধৈৰ্য আৰু অহিংসাৰ মাজৰ সংযমৰ পথেৰে ভাৰতে নিজৰ সিদ্ধান্ত গ্ৰহণ কৰিছে। সন্ত্ৰাসবাদৰ বিৰুদ্ধে দেশৰ অৱস্থান স্পষ্ট কৰি প্ৰধানমন্ত্ৰীয়ে কয় যে পানী আৰু তেজ একেলগে বৈ যাব নোৱাৰে।: [20, 106, 157, 114]
site-url[interactable]: www.asombarta.com: [125, 10, 178, 16]
headline-resume-17may[interactable]: ১৭ মেৰ পৰা পুনৰ: [194, 845, 257, 855]
headline-water-blood[interactable]: পানী আৰু তেজ: [55, 75, 122, 86]
headline-opposition-zero[interactable]: বিৰোধী শূন্য হ'ল: [490, 757, 557, 768]
article-text: গভীৰ প্ৰতিৰক্ষা ধৈৰ্য আৰু অহিংসাৰ মাজৰ সংযমৰ পথেৰে ভাৰতে নিজৰ সিদ্ধান্ত গ্ৰহণ কৰিছে। সন্ত্ৰাসবাদৰ বিৰুদ্ধে দেশৰ অৱস্থান স্পষ্ট কৰি প্ৰধানমন্ত্ৰীয়ে কয় যে পানী আৰু তেজ একেলগে বৈ যাব নোৱাৰে।: [20, 154, 157, 161]
logo-text-a: অসম: [42, 11, 72, 27]
headline-pakistan-attack[interactable]: ভাৰতৰ আক্ৰমণত পাকিস্তান: [178, 688, 273, 698]
headline-constituency[interactable]: সকগখাৰ সমষ্টিত: [491, 422, 556, 433]
article-body: সীমান্তত ভাৰতীয় সেনাৰ প্ৰত্যুত্তৰত পাকিস্তানৰ বহুকেইটা ঘাটি ধ্বংস হয়। সীমান্তত ভাৰতীয় সেনাৰ প্ৰত্যুত্তৰত পাকিস্তানৰ বহুকেইটা ঘাটি ধ্বংস হয়। সীমান্তত ভাৰতীয় সেনাৰ প্ৰত্যুত্তৰত পাকিস্তানৰ বহুকেইটা ঘাটি ধ্বংস হয়। সীমান্তত ভাৰতীয় সেনাৰ প্ৰত্যুত্তৰত পাকিস্তানৰ বহুকেইটা ঘাটি ধ্বংস হয়। সীমান্তত ভাৰতীয় সেনাৰ প্ৰত্যুত্তৰত পাকিস্তানৰ বহুকেইটা ঘাটি ধ্বংস হয়। সীমান্তত ভাৰতীয় সেনাৰ প্ৰত্যুত্তৰত পাকিস্তানৰ বহুকেইটা ঘাটি ধ্বংস হয়। সীমান্তত ভাৰতীয় সেনাৰ প্ৰত্যুত্তৰত পাকিস্তানৰ বহুকেইটা ঘাটি ধ্বংস হয়।: [162, 703, 236, 727]
article-body: বিজেপিৰ নতুন সভাপতিৰ নাম ঘোষণা কৰা হয়। বিজেপিৰ নতুন সভাপতিৰ নাম ঘোষণা কৰা হয়। বিজেপিৰ নতুন সভাপতিৰ নাম ঘোষণা কৰা হয়। বিজেপিৰ নতুন সভাপতিৰ নাম ঘোষণা কৰা হয়। বিজেপিৰ নতুন সভাপতিৰ নাম ঘোষণা কৰা হয়। বিজেপিৰ নতুন সভাপতিৰ নাম ঘোষণা কৰা হয়। বিজেপিৰ নতুন সভাপতিৰ নাম ঘোষণা কৰা হয়।: [293, 846, 342, 870]
article-body: দেশৰ নাৰীৰ সন্মান ৰক্ষাৰ বাবে সেনাই 'অপাৰেচন সিন্দুৰ' সফলতাৰে সম্পন্ন কৰে বুলি প্ৰধানমন্ত্ৰীয়ে উল্লেখ কৰে। দেশৰ নাৰীৰ সন্মান ৰক্ষাৰ বাবে সেনাই 'অপাৰেচন সিন্দুৰ' সফলতাৰে সম্পন্ন কৰে বুলি প্ৰধানমন্ত্ৰীয়ে উল্লেখ কৰে। দেশৰ নাৰীৰ সন্মান ৰক্ষাৰ বাবে সেনাই 'অপাৰেচন সিন্দুৰ' সফলতাৰে সম্পন্ন কৰে বুলি প্ৰধানমন্ত্ৰীয়ে উল্লেখ কৰে। দেশৰ নাৰীৰ সন্মান ৰক্ষাৰ বাবে সেনাই 'অপাৰেচন সিন্দুৰ' সফলতাৰে সম্পন্ন কৰে বুলি প্ৰধানমন্ত্ৰীয়ে উল্লেখ কৰে। দেশৰ নাৰীৰ সন্মান ৰক্ষাৰ বাবে সেনাই 'অপাৰেচন সিন্দুৰ' সফলতাৰে সম্পন্ন কৰে বুলি প্ৰধানমন্ত্ৰীয়ে উল্লেখ কৰে। দেশৰ নাৰীৰ সন্মান ৰক্ষাৰ বাবে সেনাই 'অপাৰেচন সিন্দুৰ' সফলতাৰে সম্পন্ন কৰে বুলি প্ৰধানমন্ত্ৰীয়ে উল্লেখ কৰে। দেশৰ নাৰীৰ সন্মান ৰক্ষাৰ বাবে সেনাই 'অপাৰেচন সিন্দুৰ' সফলতাৰে সম্পন্ন কৰে বুলি প্ৰধানমন্ত্ৰীয়ে উল্লেখ কৰে। দেশৰ নাৰীৰ সন্মান ৰক্ষাৰ বাবে সেনাই 'অপাৰেচন সিন্দুৰ' সফলতাৰে সম্পন্ন কৰে বুলি প্ৰধানমন্ত্ৰীয়ে উল্লেখ কৰে। দেশৰ নাৰীৰ সন্মান ৰক্ষাৰ বাবে সেনাই 'অপাৰেচন সিন্দুৰ' সফলতাৰে সম্পন্ন কৰে বুলি প্ৰধানমন্ত্ৰীয়ে উল্লেখ কৰে। দেশৰ নাৰীৰ সন্মান ৰক্ষাৰ বাবে সেনাই 'অপাৰেচন সিন্দুৰ' সফলতাৰে সম্পন্ন কৰে বুলি প্ৰধানমন্ত্ৰীয়ে উল্লেখ কৰে। দেশৰ নাৰীৰ সন্মান ৰক্ষাৰ বাবে সেনাই 'অপাৰেচন সিন্দুৰ' সফলতাৰে সম্পন্ন কৰে বুলি প্ৰধানমন্ত্ৰীয়ে উল্লেখ কৰে। দেশৰ নাৰীৰ সন্মান ৰক্ষাৰ বাবে সেনাই 'অপাৰেচন সিন্দুৰ' সফলতাৰে সম্পন্ন কৰে বুলি প্ৰধানমন্ত্ৰীয়ে উল্লেখ কৰে। দেশৰ নাৰীৰ সন্মান ৰক্ষাৰ বাবে সেনাই 'অপাৰেচন সিন্দুৰ' সফলতাৰে সম্পন্ন কৰে বুলি প্ৰধানমন্ত্ৰীয়ে উল্লেখ কৰে। দেশৰ নাৰীৰ সন্মান ৰক্ষাৰ বাবে সেনাই 'অপাৰেচন সিন্দুৰ' সফলতাৰে সম্পন্ন কৰে বুলি প্ৰধানমন্ত্ৰীয়ে উল্লেখ কৰে। দেশৰ নাৰীৰ সন্মান ৰক্ষাৰ বাবে সেনাই 'অপাৰেচন সিন্দুৰ' সফলতাৰে সম্পন্ন কৰে বুলি প্ৰধানমন্ত্ৰীয়ে উল্লেখ কৰে। দেশৰ নাৰীৰ সন্মান ৰক্ষাৰ বাবে সেনাই 'অপাৰেচন সিন্দুৰ' সফলতাৰে সম্পন্ন কৰে বুলি প্ৰধানমন্ত্ৰীয়ে উল্লেখ কৰে। দেশৰ নাৰীৰ সন্মান ৰক্ষাৰ বাবে সেনাই 'অপাৰেচন সিন্দুৰ' সফলতাৰে সম্পন্ন কৰে বুলি প্ৰধানমন্ত্ৰীয়ে উল্লেখ কৰে। দেশৰ নাৰীৰ সন্মান ৰক্ষাৰ বাবে সেনাই 'অপাৰেচন সিন্দুৰ' সফলতাৰে সম্পন্ন কৰে বুলি প্ৰধানমন্ত্ৰীয়ে উল্লেখ কৰে। দেশৰ নাৰীৰ সন্মান ৰক্ষাৰ বাবে সেনাই 'অপাৰেচন সিন্দুৰ' সফলতাৰে সম্পন্ন কৰে বুলি প্ৰধানমন্ত্ৰীয়ে উল্লেখ কৰে। দেশৰ নাৰীৰ সন্মান ৰক্ষাৰ বাবে সেনাই 'অপাৰেচন সিন্দুৰ' সফলতাৰে সম্পন্ন কৰে বুলি প্ৰধানমন্ত্ৰীয়ে উল্লেখ কৰে। দেশৰ নাৰীৰ সন্মান ৰক্ষাৰ বাবে সেনাই 'অপাৰেচন সিন্দুৰ' সফলতাৰে সম্পন্ন কৰে বুলি প্ৰধানমন্ত্ৰীয়ে উল্লেখ কৰে। দেশৰ নাৰীৰ সন্মান ৰক্ষাৰ বাবে সেনাই 'অপাৰেচন সিন্দুৰ' সফলতাৰে সম্পন্ন কৰে বুলি প্ৰধানমন্ত্ৰীয়ে উল্লেখ কৰে। দেশৰ নাৰীৰ সন্মান ৰক্ষাৰ বাবে সেনাই 'অপাৰেচন সিন্দুৰ' সফলতাৰে সম্পন্ন কৰে বুলি প্ৰধানমন্ত্ৰীয়ে উল্লেখ কৰে। দেশৰ নাৰীৰ সন্মান ৰক্ষাৰ বাবে সেনাই 'অপাৰেচন সিন্দুৰ' সফলতাৰে সম্পন্ন কৰে বুলি প্ৰধানমন্ত্ৰীয়ে উল্লেখ কৰে। দেশৰ নাৰীৰ সন্মান ৰক্ষাৰ বাবে সেনাই 'অপাৰেচন সিন্দুৰ' সফলতাৰে সম্পন্ন কৰে বুলি প্ৰধানমন্ত্ৰীয়ে উল্লেখ কৰে। দেশৰ নাৰীৰ সন্মান ৰক্ষাৰ বাবে সেনাই 'অপাৰেচন সিন্দুৰ' সফলতাৰে সম্পন্ন কৰে বুলি প্ৰধানমন্ত্ৰীয়ে উল্লেখ কৰে। দেশৰ নাৰীৰ সন্মান ৰক্ষাৰ বাবে সেনাই 'অপাৰেচন সিন্দুৰ' সফলতাৰে সম্পন্ন কৰে বুলি প্ৰধানমন্ত্ৰীয়ে উল্লেখ কৰে। দেশৰ নাৰীৰ সন্মান ৰক্ষাৰ বাবে সেনাই 'অপাৰেচন সিন্দুৰ' সফলতাৰে সম্পন্ন কৰে বুলি প্ৰধানমন্ত্ৰীয়ে উল্লেখ কৰে। দেশৰ নাৰীৰ সন্মান ৰক্ষাৰ বাবে সেনাই 'অপাৰেচন সিন্দুৰ' সফলতাৰে সম্পন্ন কৰে বুলি প্ৰধানমন্ত্ৰীয়ে উল্লেখ কৰে। দেশৰ নাৰীৰ সন্মান ৰক্ষাৰ বাবে সেনাই 'অপাৰেচন সিন্দুৰ' সফলতাৰে সম্পন্ন কৰে বুলি প্ৰধানমন্ত্ৰীয়ে উল্লেখ কৰে। দেশৰ নাৰীৰ সন্মান ৰক্ষাৰ বাবে সেনাই 'অপাৰেচন সিন্দুৰ' সফলতাৰে সম্পন্ন কৰে বুলি প্ৰধানমন্ত্ৰীয়ে উল্লেখ কৰে। দেশৰ নাৰীৰ সন্মান ৰক্ষাৰ বাবে সেনাই 'অপাৰেচন সিন্দুৰ' সফলতাৰে সম্পন্ন কৰে বুলি প্ৰধানমন্ত্ৰীয়ে উল্লেখ কৰে। দেশৰ নাৰীৰ সন্মান ৰক্ষাৰ বাবে সেনাই 'অপাৰেচন সিন্দুৰ' সফলতাৰে সম্পন্ন কৰে বুলি প্ৰধানমন্ত্ৰীয়ে উল্লেখ কৰে।: [293, 66, 406, 178]
section-title: [515, 20, 595, 37]
article-body: গোলাঘাট জিলাৰ ২০খন গাঁও পঞ্চায়তত নিৰ্বাচন প্ৰক্ৰিয়া সম্পূৰ্ণ হয়। গোলাঘাট জিলাৰ ২০খন গাঁও পঞ্চায়তত নিৰ্বাচন প্ৰক্ৰিয়া সম্পূৰ্ণ হয়। গোলাঘাট জিলাৰ ২০খন গাঁও পঞ্চায়তত নিৰ্বাচন প্ৰক্ৰিয়া সম্পূৰ্ণ হয়। গোলাঘাট জিলাৰ ২০খন গাঁও পঞ্চায়তত নিৰ্বাচন প্ৰক্ৰিয়া সম্পূৰ্ণ হয়। গোলাঘাট জিলাৰ ২০খন গাঁও পঞ্চায়তত নিৰ্বাচন প্ৰক্ৰিয়া সম্পূৰ্ণ হয়। গোলাঘাট জিলাৰ ২০খন গাঁও পঞ্চায়তত নিৰ্বাচন প্ৰক্ৰিয়া সম্পূৰ্ণ হয়। গোলাঘাট জিলাৰ ২০খন গাঁও পঞ্চায়তত নিৰ্বাচন প্ৰক্ৰিয়া সম্পূৰ্ণ হয়। গোলাঘাট জিলাৰ ২০খন গাঁও পঞ্চায়তত নিৰ্বাচন প্ৰক্ৰিয়া সম্পূৰ্ণ হয়। গোলাঘাট জিলাৰ ২০খন গাঁও পঞ্চায়তত নিৰ্বাচন প্ৰক্ৰিয়া সম্পূৰ্ণ হয়। গোলাঘাট জিলাৰ ২০খন গাঁও পঞ্চায়তত নিৰ্বাচন প্ৰক্ৰিয়া সম্পূৰ্ণ হয়। গোলাঘাট জিলাৰ ২০খন গাঁও পঞ্চায়তত নিৰ্বাচন প্ৰক্ৰিয়া সম্পূৰ্ণ হয়।: [293, 724, 363, 762]
article-body: ১৭ মেৰ পৰা পুনৰ আইপিএল প্ৰতিযোগিতা আৰম্ভ হ'ব। ১৭ মেৰ পৰা পুনৰ আইপিএল প্ৰতিযোগিতা আৰম্ভ হ'ব। ১৭ মেৰ পৰা পুনৰ আইপিএল প্ৰতিযোগিতা আৰম্ভ হ'ব। ১৭ মেৰ পৰা পুনৰ আইপিএল প্ৰতিযোগিতা আৰম্ভ হ'ব।: [162, 860, 219, 874]
article-body: গুৱাহাটীত ১১খন নতুন ওৱাৰ্ড গঠন কৰাৰ সিদ্ধান্ত লোৱা হয়। গুৱাহাটীত ১১খন নতুন ওৱাৰ্ড গঠন কৰাৰ সিদ্ধান্ত লোৱা হয়। গুৱাহাটীত ১১খন নতুন ওৱাৰ্ড গঠন কৰাৰ সিদ্ধান্ত লোৱা হয়। গুৱাহাটীত ১১খন নতুন ওৱাৰ্ড গঠন কৰাৰ সিদ্ধান্ত লোৱা হয়। গুৱাহাটীত ১১খন নতুন ওৱাৰ্ড গঠন কৰাৰ সিদ্ধান্ত লোৱা হয়। গুৱাহাটীত ১১খন নতুন ওৱাৰ্ড গঠন কৰাৰ সিদ্ধান্ত লোৱা হয়। গুৱাহাটীত ১১খন নতুন ওৱাৰ্ড গঠন কৰাৰ সিদ্ধান্ত লোৱা হয়। গুৱাহাটীত ১১খন নতুন ওৱাৰ্ড গঠন কৰাৰ সিদ্ধান্ত লোৱা হয়।: [452, 342, 514, 369]
logo-text-b: বাৰ্তা: [71, 11, 98, 27]
section-name: আঞ্চলিক বাৰ্তা: [514, 22, 575, 33]
article-body: বিৰোধী দলসমূহৰ প্ৰাৰ্থী নোহোৱাত কেইবাখনো আসন বিৰোধী শূন্য হয়। বিৰোধী দলসমূহৰ প্ৰাৰ্থী নোহোৱাত কেইবাখনো আসন বিৰোধী শূন্য হয়। বিৰোধী দলসমূহৰ প্ৰাৰ্থী নোহোৱাত কেইবাখনো আসন বিৰোধী শূন্য হয়। বিৰোধী দলসমূহৰ প্ৰাৰ্থী নোহোৱাত কেইবাখনো আসন বিৰোধী শূন্য হয়। বিৰোধী দলসমূহৰ প্ৰাৰ্থী নোহোৱাত কেইবাখনো আসন বিৰোধী শূন্য হয়। বিৰোধী দলসমূহৰ প্ৰাৰ্থী নোহোৱাত কেইবাখনো আসন বিৰোধী শূন্য হয়। বিৰোধী দলসমূহৰ প্ৰাৰ্থী নোহোৱাত কেইবাখনো আসন বিৰোধী শূন্য হয়। বিৰোধী দলসমূহৰ প্ৰাৰ্থী নোহোৱাত কেইবাখনো আসন বিৰোধী শূন্য হয়। বিৰোধী দলসমূহৰ প্ৰাৰ্থী নোহোৱাত কেইবাখনো আসন বিৰোধী শূন্য হয়। বিৰোধী দলসমূহৰ প্ৰাৰ্থী নোহোৱাত কেইবাখনো আসন বিৰোধী শূন্য হয়।: [452, 775, 525, 809]
